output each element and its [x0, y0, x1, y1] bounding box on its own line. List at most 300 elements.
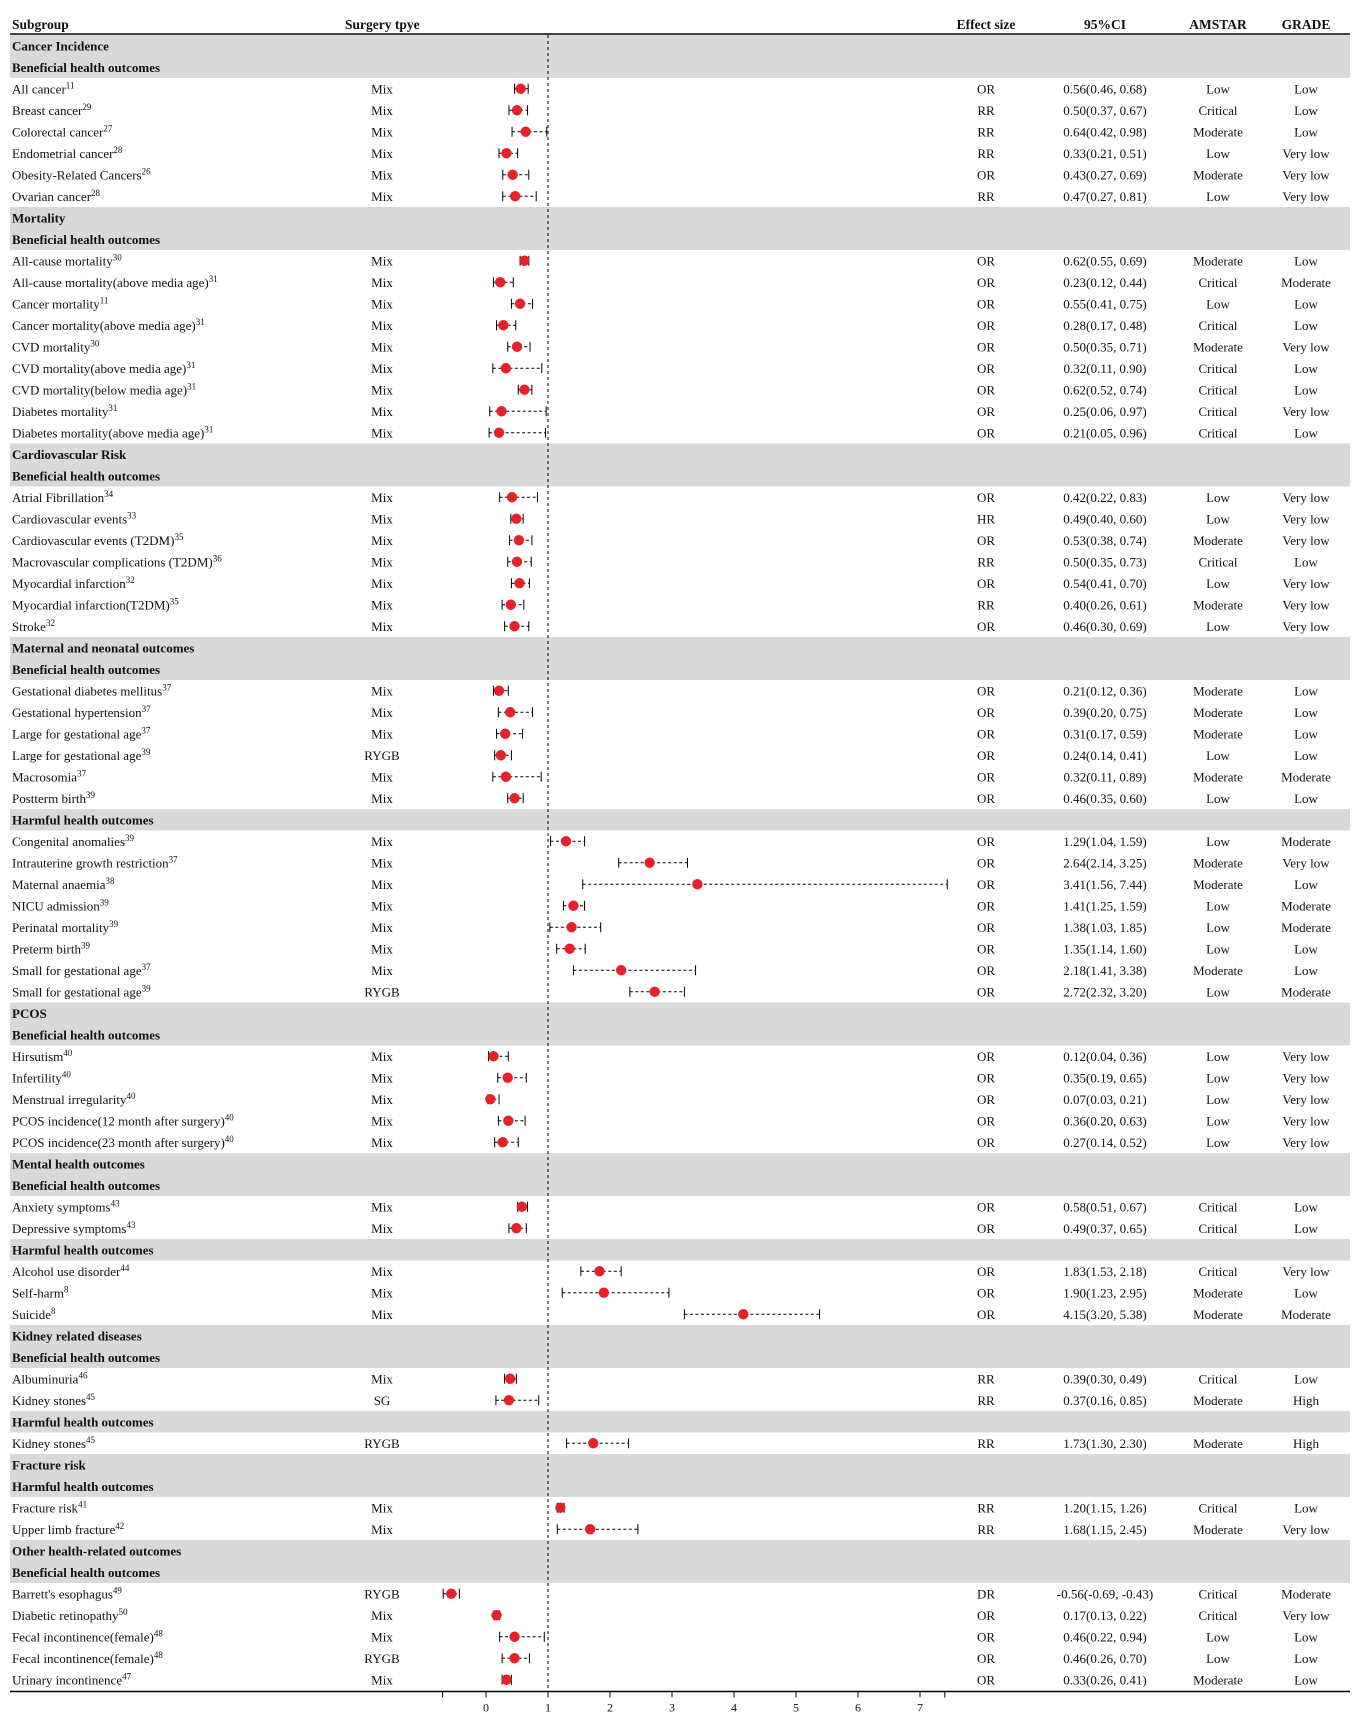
reference-number: 40	[224, 1133, 234, 1144]
effect-size-cell: OR	[976, 941, 996, 957]
grade-cell: Very low	[1282, 167, 1330, 183]
grade-cell: Very low	[1282, 511, 1330, 527]
reference-number: 45	[86, 1434, 96, 1445]
surgery-type-cell: Mix	[371, 317, 393, 333]
grade-cell: Low	[1294, 1629, 1318, 1645]
outcome-name: Ovarian cancer	[12, 188, 92, 204]
outcome-label	[12, 1198, 120, 1214]
ci-cell: 1.29(1.04, 1.59)	[1063, 833, 1147, 849]
grade-cell: Very low	[1282, 855, 1330, 871]
grade-cell: Low	[1294, 704, 1318, 720]
surgery-type-cell: Mix	[371, 1629, 393, 1645]
outcome-name: Fecal incontinence(female)	[12, 1650, 154, 1666]
point-estimate	[488, 1051, 498, 1061]
outcome-label	[12, 1134, 234, 1150]
point-estimate	[503, 1116, 513, 1126]
outcome-name: Atrial Fibrillation	[12, 489, 105, 505]
section-band	[10, 809, 1350, 831]
x-tick-label: 0	[483, 1700, 489, 1715]
surgery-type-cell: Mix	[371, 253, 393, 269]
outcome-name: Fracture risk	[12, 1500, 79, 1516]
grade-cell: Very low	[1282, 1607, 1330, 1623]
reference-number: 39	[141, 983, 151, 994]
reference-number: 42	[115, 1520, 125, 1531]
amstar-cell: Low	[1206, 1650, 1230, 1666]
outcome-label	[12, 768, 86, 784]
outcome-label	[12, 704, 151, 720]
amstar-cell: Moderate	[1193, 1285, 1243, 1301]
grade-cell: Low	[1294, 1650, 1318, 1666]
point-estimate	[616, 965, 626, 975]
grade-cell: Very low	[1282, 1521, 1330, 1537]
point-estimate	[495, 277, 505, 287]
point-estimate	[588, 1438, 598, 1448]
surgery-type-cell: Mix	[371, 1521, 393, 1537]
point-estimate	[517, 1202, 527, 1212]
outcome-label	[12, 1306, 56, 1322]
section-band	[10, 1476, 1350, 1498]
point-estimate	[516, 84, 526, 94]
ci-cell: 0.33(0.21, 0.51)	[1063, 145, 1147, 161]
point-estimate	[519, 385, 529, 395]
effect-size-cell: RR	[977, 1500, 995, 1516]
outcome-name: Gestational diabetes mellitus	[12, 683, 163, 699]
ci-cell: 2.64(2.14, 3.25)	[1063, 855, 1147, 871]
point-estimate	[566, 922, 576, 932]
point-estimate	[505, 707, 515, 717]
grade-cell: Low	[1294, 790, 1318, 806]
outcome-name: Postterm birth	[12, 790, 87, 806]
header-amstar: AMSTAR	[1189, 17, 1247, 32]
surgery-type-cell: Mix	[371, 554, 393, 570]
reference-number: 37	[162, 682, 172, 693]
surgery-type-cell: Mix	[371, 81, 393, 97]
point-estimate	[585, 1524, 595, 1534]
outcome-name: Self-harm	[12, 1285, 64, 1301]
effect-size-cell: OR	[976, 769, 996, 785]
amstar-cell: Critical	[1198, 102, 1238, 118]
effect-size-cell: OR	[976, 296, 996, 312]
point-estimate	[511, 1223, 521, 1233]
outcome-label	[12, 381, 196, 397]
surgery-type-cell: Mix	[371, 790, 393, 806]
reference-number: 50	[118, 1606, 128, 1617]
surgery-type-cell: SG	[373, 1392, 391, 1408]
effect-size-cell: OR	[976, 898, 996, 914]
outcome-name: Colorectal cancer	[12, 124, 104, 140]
outcome-name: Infertility	[12, 1070, 62, 1086]
grade-cell: Moderate	[1281, 769, 1331, 785]
effect-size-cell: RR	[977, 1392, 995, 1408]
reference-number: 43	[126, 1219, 136, 1230]
effect-size-cell: RR	[977, 554, 995, 570]
outcome-label	[12, 510, 137, 526]
ci-cell: 0.25(0.06, 0.97)	[1063, 403, 1147, 419]
surgery-type-cell: Mix	[371, 1500, 393, 1516]
reference-number: 33	[127, 510, 137, 521]
section-heading: Harmful health outcomes	[12, 1414, 154, 1430]
ci-cell: 0.46(0.35, 0.60)	[1063, 790, 1147, 806]
effect-size-cell: OR	[976, 339, 996, 355]
effect-size-cell: RR	[977, 1435, 995, 1451]
section-band	[10, 1540, 1350, 1562]
reference-number: 46	[78, 1370, 88, 1381]
reference-number: 45	[86, 1391, 96, 1402]
surgery-type-cell: RYGB	[364, 1435, 400, 1451]
column-headers	[12, 17, 1330, 32]
reference-number: 28	[91, 187, 101, 198]
amstar-cell: Moderate	[1193, 253, 1243, 269]
reference-number: 11	[65, 80, 75, 91]
point-estimate	[501, 1675, 511, 1685]
surgery-type-cell: Mix	[371, 1672, 393, 1688]
grade-cell: Low	[1294, 941, 1318, 957]
point-estimate	[446, 1589, 456, 1599]
outcome-name: All-cause mortality	[12, 253, 113, 269]
grade-cell: Low	[1294, 683, 1318, 699]
ci-cell: 0.56(0.46, 0.68)	[1063, 81, 1147, 97]
outcome-name: Endometrial cancer	[12, 145, 114, 161]
surgery-type-cell: Mix	[371, 360, 393, 376]
surgery-type-cell: RYGB	[364, 1650, 400, 1666]
ci-cell: 0.35(0.19, 0.65)	[1063, 1070, 1147, 1086]
grade-cell: Low	[1294, 425, 1318, 441]
effect-size-cell: OR	[976, 683, 996, 699]
surgery-type-cell: Mix	[371, 339, 393, 355]
outcome-label	[12, 1069, 71, 1085]
effect-size-cell: HR	[976, 511, 996, 527]
outcome-label	[12, 1284, 69, 1300]
effect-size-cell: OR	[976, 1607, 996, 1623]
section-band	[10, 1003, 1350, 1025]
surgery-type-cell: Mix	[371, 425, 393, 441]
outcome-label	[12, 1650, 163, 1666]
surgery-type-cell: Mix	[371, 575, 393, 591]
outcome-name: PCOS incidence(12 month after surgery)	[12, 1113, 225, 1129]
effect-size-cell: OR	[976, 1091, 996, 1107]
effect-size-cell: OR	[976, 1672, 996, 1688]
ci-cell: 0.50(0.35, 0.71)	[1063, 339, 1147, 355]
section-heading: Cardiovascular Risk	[12, 446, 127, 462]
grade-cell: Low	[1294, 876, 1318, 892]
effect-size-cell: RR	[977, 1521, 995, 1537]
outcome-name: CVD mortality	[12, 339, 91, 355]
outcome-name: Macrosomia	[12, 769, 77, 785]
section-band	[10, 1175, 1350, 1197]
ci-cell: 0.39(0.30, 0.49)	[1063, 1371, 1147, 1387]
amstar-cell: Moderate	[1193, 855, 1243, 871]
outcome-name: Stroke	[12, 618, 46, 634]
point-estimate	[500, 729, 510, 739]
section-band	[10, 1347, 1350, 1369]
ci-cell: 0.39(0.20, 0.75)	[1063, 704, 1147, 720]
reference-number: 39	[99, 897, 109, 908]
outcome-label	[12, 145, 123, 161]
ci-cell: 1.83(1.53, 2.18)	[1063, 1263, 1147, 1279]
outcome-name: Myocardial infarction	[12, 575, 126, 591]
grade-cell: Very low	[1282, 1263, 1330, 1279]
effect-size-cell: OR	[976, 317, 996, 333]
surgery-type-cell: Mix	[371, 1306, 393, 1322]
grade-cell: Moderate	[1281, 274, 1331, 290]
reference-number: 30	[90, 338, 100, 349]
amstar-cell: Critical	[1198, 1586, 1238, 1602]
ci-cell: 0.62(0.55, 0.69)	[1063, 253, 1147, 269]
section-heading: Fracture risk	[12, 1457, 86, 1473]
outcome-name: Maternal anaemia	[12, 876, 106, 892]
outcome-label	[12, 1392, 96, 1408]
point-estimate	[501, 772, 511, 782]
surgery-type-cell: Mix	[371, 102, 393, 118]
ci-cell: 0.21(0.12, 0.36)	[1063, 683, 1147, 699]
outcome-name: Small for gestational age	[12, 984, 142, 1000]
ci-cell: 0.33(0.26, 0.41)	[1063, 1672, 1147, 1688]
outcome-name: CVD mortality(above media age)	[12, 360, 187, 376]
outcome-label	[12, 532, 184, 548]
point-estimate	[507, 170, 517, 180]
table-rows	[12, 38, 1331, 1687]
outcome-label	[12, 1671, 132, 1687]
outcome-label	[12, 897, 109, 913]
outcome-name: Cancer mortality	[12, 296, 100, 312]
ci-cell: 0.43(0.27, 0.69)	[1063, 167, 1147, 183]
amstar-cell: Critical	[1198, 360, 1238, 376]
grade-cell: Low	[1294, 1220, 1318, 1236]
reference-number: 37	[76, 768, 86, 779]
effect-size-cell: OR	[976, 855, 996, 871]
point-estimate	[494, 428, 504, 438]
section-heading: Mortality	[12, 210, 66, 226]
grade-cell: Low	[1294, 253, 1318, 269]
forest-marks	[443, 84, 947, 1685]
reference-number: 37	[141, 725, 151, 736]
section-bands	[10, 35, 1350, 1583]
surgery-type-cell: Mix	[371, 1113, 393, 1129]
amstar-cell: Low	[1206, 511, 1230, 527]
outcome-label	[12, 295, 108, 311]
point-estimate	[507, 492, 517, 502]
amstar-cell: Low	[1206, 1134, 1230, 1150]
outcome-name: Albuminuria	[12, 1371, 79, 1387]
point-estimate	[509, 1653, 519, 1663]
point-estimate	[594, 1266, 604, 1276]
effect-size-cell: OR	[976, 1629, 996, 1645]
ci-cell: 0.46(0.26, 0.70)	[1063, 1650, 1147, 1666]
surgery-type-cell: Mix	[371, 274, 393, 290]
grade-cell: Low	[1294, 317, 1318, 333]
outcome-name: CVD mortality(below media age)	[12, 382, 188, 398]
outcome-label	[12, 833, 135, 849]
outcome-label	[12, 1263, 130, 1279]
grade-cell: Very low	[1282, 1134, 1330, 1150]
amstar-cell: Critical	[1198, 1371, 1238, 1387]
effect-size-cell: OR	[976, 1048, 996, 1064]
surgery-type-cell: Mix	[371, 188, 393, 204]
grade-cell: Very low	[1282, 597, 1330, 613]
ci-cell: 1.68(1.15, 2.45)	[1063, 1521, 1147, 1537]
outcome-name: Depressive symptoms	[12, 1220, 127, 1236]
section-heading: PCOS	[12, 1005, 47, 1021]
section-band	[10, 229, 1350, 251]
amstar-cell: Critical	[1198, 554, 1238, 570]
section-band	[10, 1239, 1350, 1261]
x-axis	[443, 1692, 945, 1715]
effect-size-cell: OR	[976, 403, 996, 419]
reference-number: 26	[141, 166, 151, 177]
surgery-type-cell: RYGB	[364, 747, 400, 763]
ci-cell: 0.36(0.20, 0.63)	[1063, 1113, 1147, 1129]
effect-size-cell: OR	[976, 984, 996, 1000]
outcome-label	[12, 575, 135, 591]
amstar-cell: Low	[1206, 618, 1230, 634]
surgery-type-cell: Mix	[371, 489, 393, 505]
grade-cell: Low	[1294, 360, 1318, 376]
grade-cell: Moderate	[1281, 833, 1331, 849]
outcome-label	[12, 790, 96, 806]
point-estimate	[514, 535, 524, 545]
grade-cell: Very low	[1282, 1113, 1330, 1129]
amstar-cell: Moderate	[1193, 1306, 1243, 1322]
outcome-label	[12, 983, 151, 999]
outcome-label	[12, 338, 100, 354]
effect-size-cell: RR	[977, 1371, 995, 1387]
amstar-cell: Low	[1206, 145, 1230, 161]
effect-size-cell: OR	[976, 790, 996, 806]
surgery-type-cell: Mix	[371, 941, 393, 957]
reference-number: 49	[112, 1585, 122, 1596]
effect-size-cell: RR	[977, 124, 995, 140]
grade-cell: Very low	[1282, 1091, 1330, 1107]
amstar-cell: Critical	[1198, 382, 1238, 398]
section-band	[10, 1562, 1350, 1584]
ci-cell: 1.38(1.03, 1.85)	[1063, 919, 1147, 935]
grade-cell: Low	[1294, 1199, 1318, 1215]
reference-number: 8	[63, 1284, 69, 1295]
ci-cell: 0.54(0.41, 0.70)	[1063, 575, 1147, 591]
outcome-label	[12, 274, 218, 290]
grade-cell: Very low	[1282, 403, 1330, 419]
ci-cell: 0.32(0.11, 0.89)	[1063, 769, 1147, 785]
outcome-name: Barrett's esophagus	[12, 1586, 113, 1602]
outcome-name: Cardiovascular events (T2DM)	[12, 532, 175, 548]
amstar-cell: Critical	[1198, 425, 1238, 441]
section-band	[10, 465, 1350, 487]
section-band	[10, 659, 1350, 681]
section-band	[10, 35, 1350, 57]
outcome-name: Macrovascular complications (T2DM)	[12, 554, 213, 570]
outcome-name: Large for gestational age	[12, 747, 142, 763]
section-band	[10, 637, 1350, 659]
effect-size-cell: OR	[976, 747, 996, 763]
amstar-cell: Critical	[1198, 1199, 1238, 1215]
point-estimate	[504, 1395, 514, 1405]
surgery-type-cell: Mix	[371, 145, 393, 161]
surgery-type-cell: Mix	[371, 1263, 393, 1279]
point-estimate	[505, 1374, 515, 1384]
ci-cell: 0.40(0.26, 0.61)	[1063, 597, 1147, 613]
surgery-type-cell: Mix	[371, 919, 393, 935]
surgery-type-cell: Mix	[371, 618, 393, 634]
grade-cell: Very low	[1282, 618, 1330, 634]
reference-number: 35	[169, 596, 179, 607]
reference-number: 31	[186, 359, 196, 370]
section-heading: Beneficial health outcomes	[12, 231, 161, 247]
reference-number: 36	[212, 553, 222, 564]
surgery-type-cell: Mix	[371, 726, 393, 742]
outcome-label	[12, 1499, 87, 1515]
grade-cell: Low	[1294, 1500, 1318, 1516]
amstar-cell: Low	[1206, 489, 1230, 505]
outcome-label	[12, 596, 179, 612]
section-heading: Maternal and neonatal outcomes	[12, 640, 195, 656]
amstar-cell: Low	[1206, 1048, 1230, 1064]
reference-number: 34	[104, 488, 114, 499]
amstar-cell: Low	[1206, 81, 1230, 97]
point-estimate	[511, 514, 521, 524]
reference-number: 40	[224, 1112, 234, 1123]
effect-size-cell: OR	[976, 1070, 996, 1086]
outcome-name: Obesity-Related Cancers	[12, 167, 142, 183]
amstar-cell: Low	[1206, 833, 1230, 849]
reference-number: 31	[204, 424, 214, 435]
grade-cell: Low	[1294, 382, 1318, 398]
ci-cell: 1.20(1.15, 1.26)	[1063, 1500, 1147, 1516]
point-estimate	[565, 944, 575, 954]
ci-cell: 0.64(0.42, 0.98)	[1063, 124, 1147, 140]
outcome-name: Kidney stones	[12, 1392, 87, 1408]
amstar-cell: Critical	[1198, 403, 1238, 419]
reference-number: 38	[105, 875, 115, 886]
section-heading: Harmful health outcomes	[12, 812, 154, 828]
section-band	[10, 207, 1350, 229]
surgery-type-cell: Mix	[371, 597, 393, 613]
ci-cell: 0.46(0.30, 0.69)	[1063, 618, 1147, 634]
point-estimate	[561, 836, 571, 846]
point-estimate	[555, 1503, 565, 1513]
point-estimate	[496, 750, 506, 760]
surgery-type-cell: Mix	[371, 1285, 393, 1301]
amstar-cell: Moderate	[1193, 683, 1243, 699]
ci-cell: 0.49(0.37, 0.65)	[1063, 1220, 1147, 1236]
section-band	[10, 57, 1350, 79]
reference-number: 32	[45, 617, 55, 628]
outcome-label	[12, 725, 151, 741]
outcome-name: PCOS incidence(23 month after surgery)	[12, 1134, 225, 1150]
outcome-name: Hirsutism	[12, 1048, 64, 1064]
outcome-name: Diabetes mortality	[12, 403, 109, 419]
reference-number: 31	[108, 402, 118, 413]
reference-number: 37	[141, 961, 151, 972]
reference-number: 40	[61, 1069, 71, 1080]
effect-size-cell: DR	[976, 1586, 996, 1602]
reference-number: 30	[112, 252, 122, 263]
effect-size-cell: OR	[976, 876, 996, 892]
outcome-label	[12, 682, 172, 698]
reference-number: 39	[86, 789, 96, 800]
outcome-label	[12, 919, 119, 935]
amstar-cell: Critical	[1198, 274, 1238, 290]
amstar-cell: Low	[1206, 898, 1230, 914]
ci-cell: 0.37(0.16, 0.85)	[1063, 1392, 1147, 1408]
effect-size-cell: RR	[977, 188, 995, 204]
surgery-type-cell: Mix	[371, 769, 393, 785]
effect-size-cell: RR	[977, 597, 995, 613]
point-estimate	[520, 127, 530, 137]
header-subgroup: Subgroup	[12, 17, 69, 32]
grade-cell: Low	[1294, 81, 1318, 97]
surgery-type-cell: RYGB	[364, 1586, 400, 1602]
outcome-label	[12, 102, 92, 118]
